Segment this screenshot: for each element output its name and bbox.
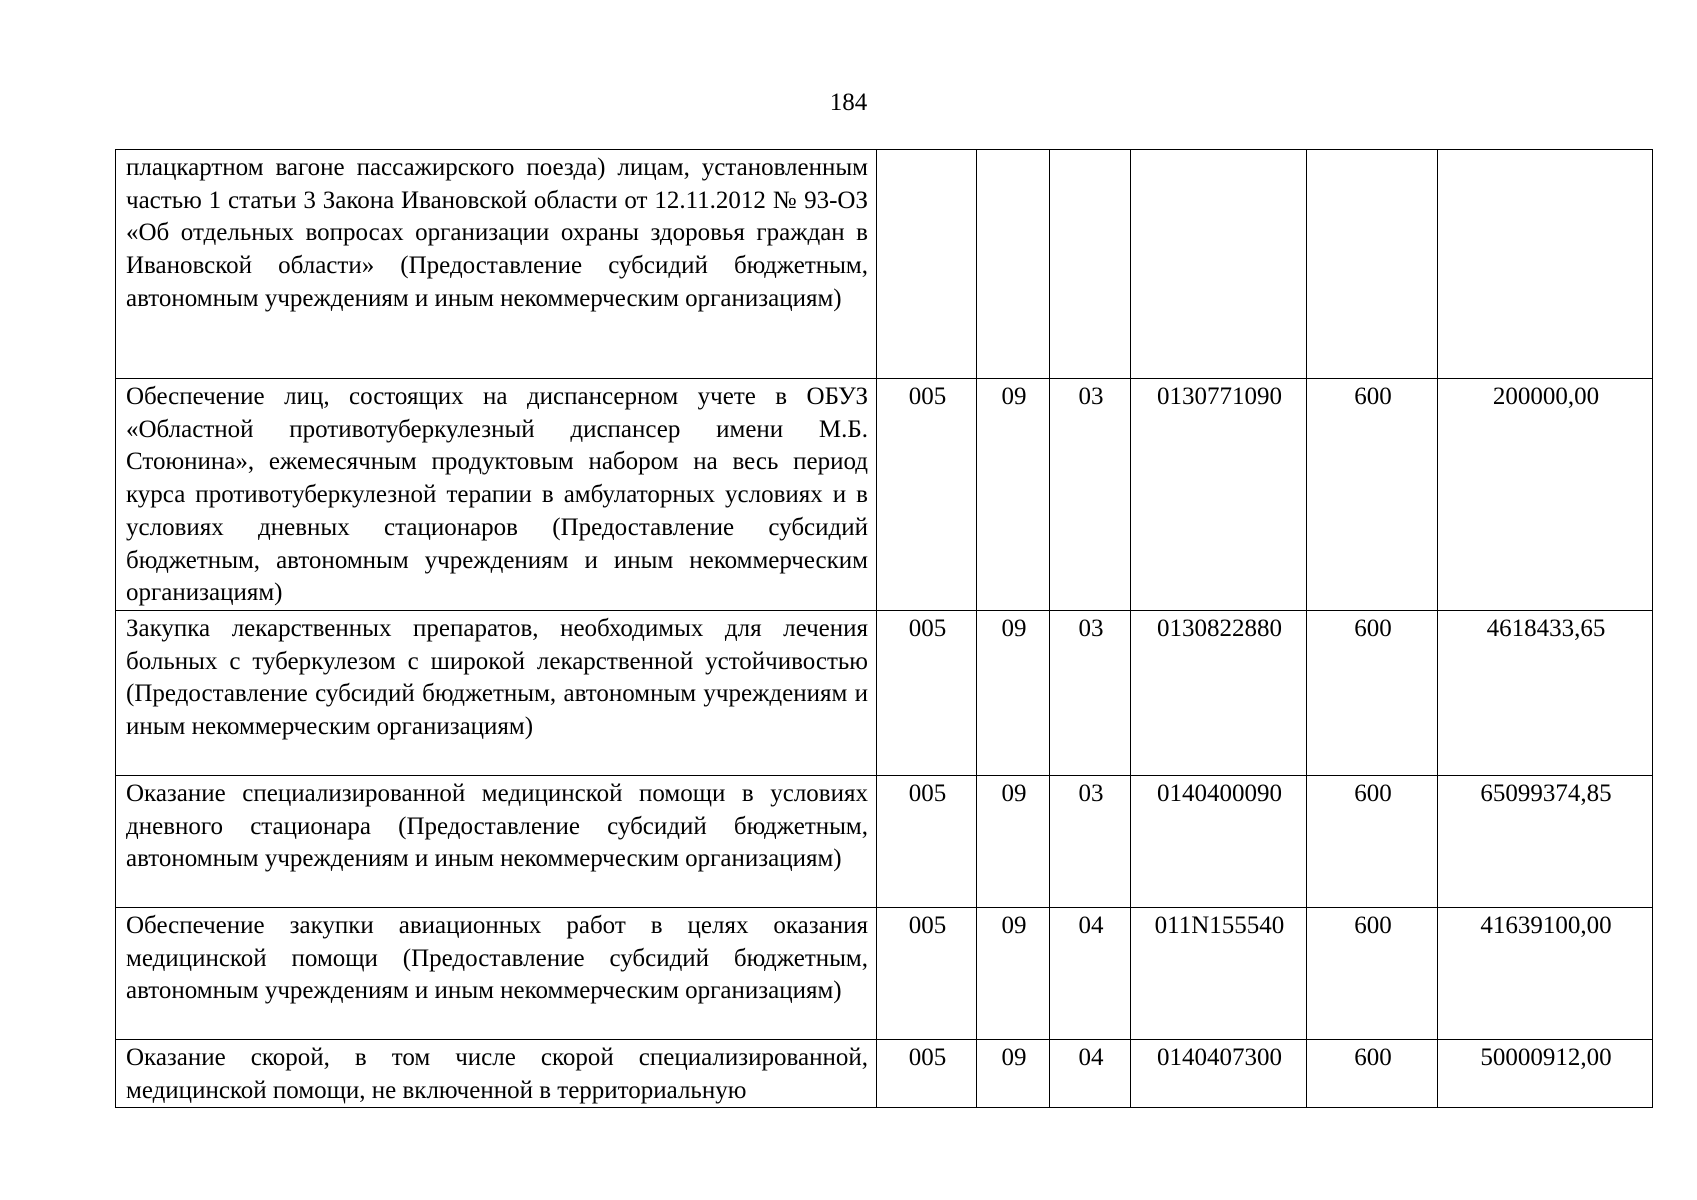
row-description: Обеспечение лиц, состоящих на диспансерном учете в ОБУЗ «Областной противотуберкулезный диспансер имени М.Б. Стоюнина», ежемесячным продуктовым набором на весь период курса противотуберкулезной терапии в амбулаторных условиях и в условиях дневных стационаров (Предоставление субсидий бюджетным, автономным учреждениям и иным некоммерческим организациям) [116, 379, 877, 611]
row-description: Закупка лекарственных препаратов, необходимых для лечения больных с туберкулезом с широкой лекарственной устойчивостью (Предоставление субсидий бюджетным, автономным учреждениям и иным некоммерческим организациям) [116, 610, 877, 775]
row-amount: 200000,00 [1438, 379, 1653, 611]
row-description: Оказание специализированной медицинской помощи в условиях дневного стационара (Предоставление субсидий бюджетным, автономным учреждениям и иным некоммерческим организациям) [116, 775, 877, 907]
table-row [116, 379, 1653, 611]
row-expense-type-code: 600 [1307, 379, 1438, 611]
row-target-article-code [1131, 150, 1307, 379]
row-amount: 4618433,65 [1438, 610, 1653, 775]
table-row [116, 150, 1653, 379]
row-expense-type-code: 600 [1307, 610, 1438, 775]
row-expense-type-code: 600 [1307, 907, 1438, 1039]
row-grbs-code: 005 [877, 379, 977, 611]
row-amount: 50000912,00 [1438, 1039, 1653, 1107]
row-section-code: 09 [977, 379, 1050, 611]
row-grbs-code: 005 [877, 1039, 977, 1107]
table-row [116, 907, 1653, 1039]
row-target-article-code: 0130822880 [1131, 610, 1307, 775]
row-description: плацкартном вагоне пассажирского поезда) лицам, установленным частью 1 статьи 3 Закона Ивановской области от 12.11.2012 № 93-ОЗ «Об отдельных вопросах организации охраны здоровья граждан в Ивановской области» (Предоставление субсидий бюджетным, автономным учреждениям и иным некоммерческим организациям) [116, 150, 877, 379]
row-subsection-code: 03 [1050, 610, 1131, 775]
row-description: Обеспечение закупки авиационных работ в целях оказания медицинской помощи (Предоставление субсидий бюджетным, автономным учреждениям и иным некоммерческим организациям) [116, 907, 877, 1039]
row-expense-type-code: 600 [1307, 1039, 1438, 1107]
table-row [116, 1039, 1653, 1107]
row-subsection-code: 04 [1050, 907, 1131, 1039]
row-subsection-code: 03 [1050, 775, 1131, 907]
row-grbs-code [877, 150, 977, 379]
row-amount: 41639100,00 [1438, 907, 1653, 1039]
row-target-article-code: 011N155540 [1131, 907, 1307, 1039]
row-target-article-code: 0140407300 [1131, 1039, 1307, 1107]
row-section-code [977, 150, 1050, 379]
row-grbs-code: 005 [877, 907, 977, 1039]
table-row [116, 610, 1653, 775]
row-amount [1438, 150, 1653, 379]
row-grbs-code: 005 [877, 610, 977, 775]
row-description: Оказание скорой, в том числе скорой специализированной, медицинской помощи, не включенной в территориальную [116, 1039, 877, 1107]
table-row [116, 775, 1653, 907]
row-target-article-code: 0130771090 [1131, 379, 1307, 611]
page-number: 184 [829, 89, 868, 116]
row-amount: 65099374,85 [1438, 775, 1653, 907]
row-subsection-code: 04 [1050, 1039, 1131, 1107]
row-expense-type-code: 600 [1307, 775, 1438, 907]
row-section-code: 09 [977, 907, 1050, 1039]
row-target-article-code: 0140400090 [1131, 775, 1307, 907]
row-subsection-code: 03 [1050, 379, 1131, 611]
row-section-code: 09 [977, 775, 1050, 907]
row-grbs-code: 005 [877, 775, 977, 907]
row-subsection-code [1050, 150, 1131, 379]
budget-table [115, 149, 1653, 1108]
row-section-code: 09 [977, 1039, 1050, 1107]
row-expense-type-code [1307, 150, 1438, 379]
row-section-code: 09 [977, 610, 1050, 775]
